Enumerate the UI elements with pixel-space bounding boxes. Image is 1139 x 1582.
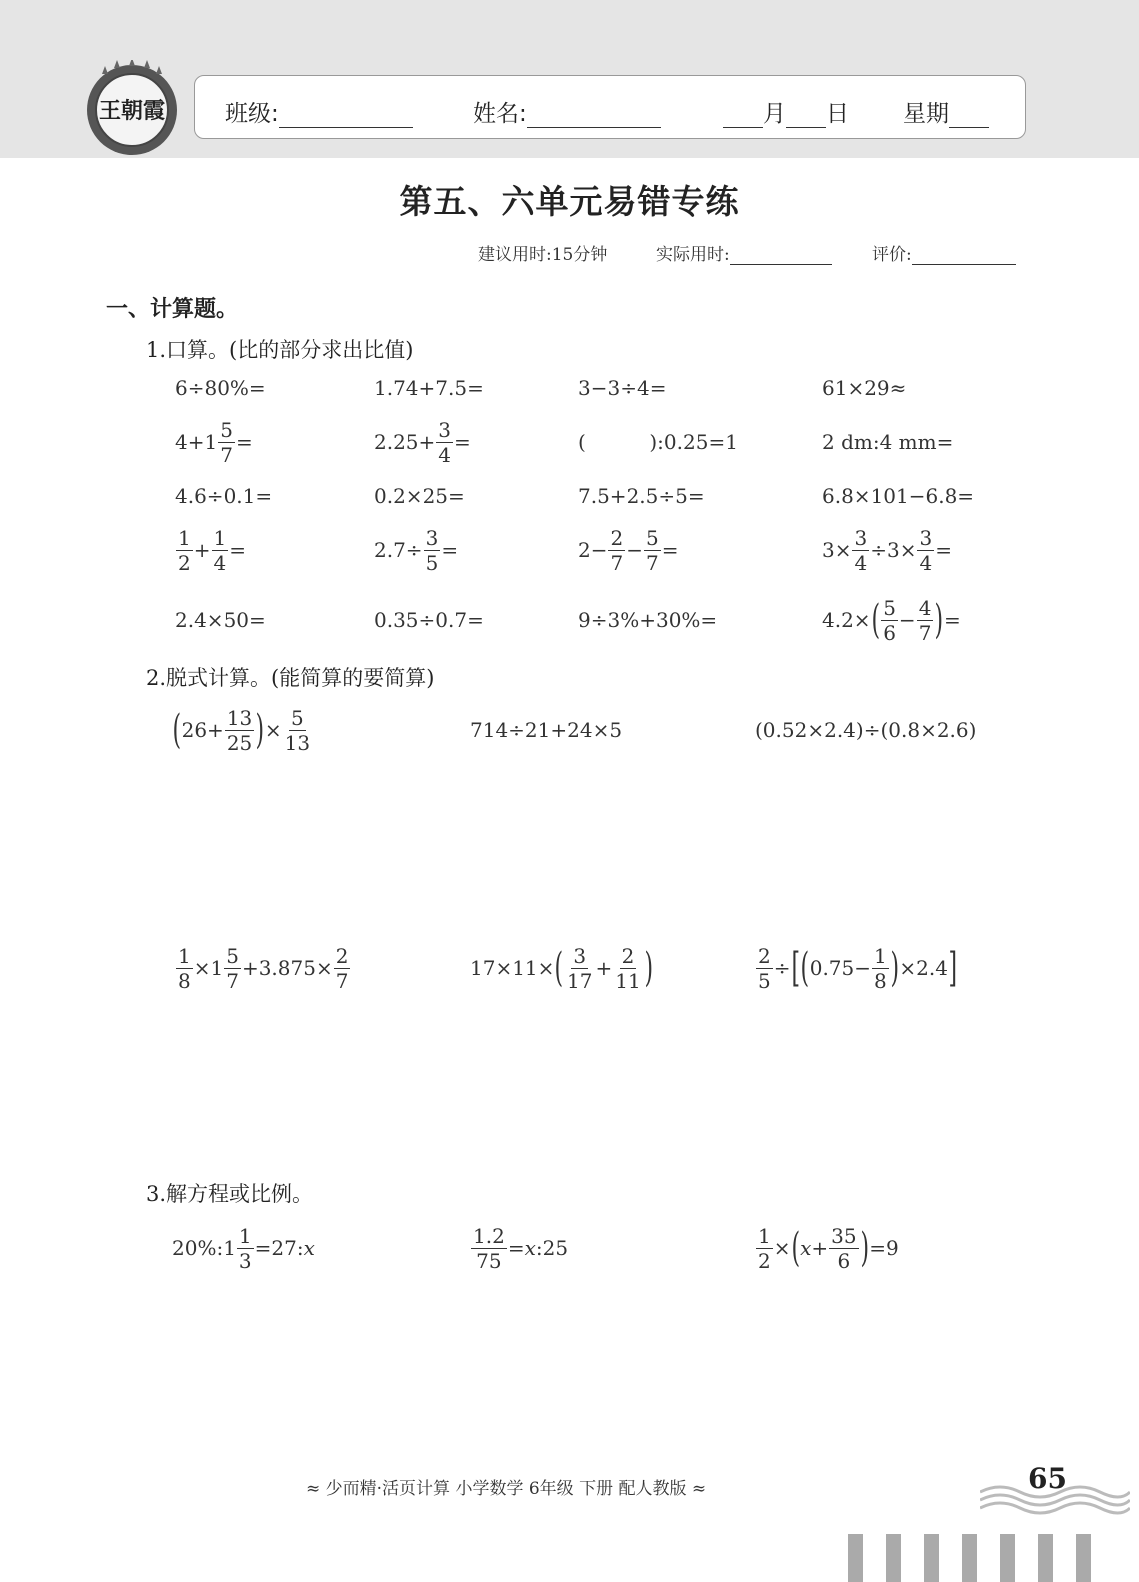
q1-item: 0.2×25= [374, 484, 465, 508]
q2-item: 714÷21+24×5 [470, 718, 623, 742]
q1-item: ( ):0.25=1 [578, 430, 738, 454]
q1-item: 4.2× ( 5 6 − $\frac{4}{7}$ ) = [822, 595, 961, 645]
fraction: $\frac{35}{6}$ [831, 1223, 857, 1273]
fraction: $\frac{2}{7}$ [610, 525, 624, 575]
q1-item: 2.4×50= [175, 608, 266, 632]
q1-item: 2− $\frac{2}{7}$ − $\frac{5}{7}$ = [578, 525, 679, 575]
q1-item: 1.74+7.5= [374, 376, 484, 400]
q1-item: 9÷3%+30%= [578, 608, 718, 632]
q1-item: 4.6÷0.1= [175, 484, 273, 508]
left-paren: ( [554, 945, 564, 991]
q1-item: 2 dm:4 mm= [822, 430, 954, 454]
q3-item: $\frac{1.2}{75}$ = x :25 [473, 1223, 569, 1273]
edge-bar [1000, 1534, 1015, 1582]
right-paren: ) [934, 597, 944, 643]
fraction: $\frac{1.2}{75}$ [473, 1223, 505, 1273]
right-paren: ) [255, 707, 265, 753]
day-label: 日 [826, 101, 849, 127]
q3-item: $\frac{1}{2}$ × ( x + $\frac{35}{6}$ ) =9 [758, 1223, 899, 1273]
day-field[interactable] [786, 105, 826, 128]
fraction: $\frac{1}{8}$ [178, 943, 191, 993]
q1-item: 3−3÷4= [578, 376, 667, 400]
q2-title: 2.脱式计算。(能简算的要简算) [146, 666, 435, 690]
month-field[interactable] [723, 105, 763, 128]
student-info-box [194, 75, 1026, 139]
fraction: $\frac{2}{11}$ [615, 943, 641, 993]
fraction: $\frac{3}{5}$ [425, 525, 439, 575]
left-bracket: [ [791, 945, 800, 991]
q1-item: 7.5+2.5÷5= [578, 484, 705, 508]
publisher-logo [84, 60, 180, 156]
fraction: $\frac{5}{7}$ [645, 525, 659, 575]
footer-text: ≈ 少而精·活页计算 小学数学 6年级 下册 配人教版 ≈ [306, 1479, 707, 1499]
q3-item: 20%:1 $\frac{1}{3}$ =27: x [172, 1223, 315, 1273]
fraction: $\frac{3}{4}$ [919, 525, 933, 575]
name-field[interactable] [527, 105, 661, 128]
q1-item: 61×29≈ [822, 376, 907, 400]
fraction: $\frac{3}{4}$ [438, 417, 452, 467]
q2-item: ( 26+ $\frac{13}{25}$ ) × $\frac{5}{13}$ [172, 705, 311, 755]
q2-item: $\frac{2}{5}$ ÷ [ ( 0.75− $\frac{1}{8}$ ) ×2.4 ] [758, 943, 958, 993]
fraction: $\frac{13}{25}$ [226, 705, 253, 755]
fraction: $\frac{1}{4}$ [213, 525, 227, 575]
fraction: $\frac{5}{7}$ [220, 417, 233, 467]
right-bracket: ] [948, 945, 958, 991]
fraction: $\frac{2}{7}$ [335, 943, 349, 993]
fraction: $\frac{1}{2}$ [758, 1223, 771, 1273]
q1-item: 2.7÷ $\frac{3}{5}$ = [374, 525, 459, 575]
class-field[interactable] [279, 105, 413, 128]
fraction: 1 2 [178, 525, 191, 575]
evaluation-field[interactable] [912, 246, 1016, 265]
edge-bar [848, 1534, 863, 1582]
month-label: 月 [763, 101, 786, 127]
weekday-label: 星期 [903, 101, 949, 127]
evaluation-label: 评价: [872, 245, 912, 265]
q1-item: 3× $\frac{3}{4}$ ÷3× $\frac{3}{4}$ = [822, 525, 952, 575]
weekday-field[interactable] [949, 105, 989, 128]
edge-bar [924, 1534, 939, 1582]
q1-item: 6÷80%= [175, 376, 266, 400]
fraction: 5 7 [226, 943, 239, 993]
right-paren: ) [860, 1225, 869, 1271]
q1-title: 1.口算。(比的部分求出比值) [146, 338, 414, 362]
q1-item: 2.25+ $\frac{3}{4}$ = [374, 417, 471, 467]
q1-item: 4+1 $\frac{5}{7}$ = [175, 417, 253, 467]
class-label: 班级: [225, 101, 279, 127]
fraction: $\frac{2}{5}$ [758, 943, 771, 993]
fraction: 3 17 [567, 943, 593, 993]
left-paren: ( [871, 597, 880, 643]
left-paren: ( [172, 707, 182, 753]
edge-bar [1076, 1534, 1091, 1582]
fraction: $\frac{3}{4}$ [854, 525, 868, 575]
suggested-time: 建议用时:15分钟 [478, 245, 608, 265]
logo-text: 王朝霞 [98, 99, 166, 124]
fraction: $\frac{4}{7}$ [918, 595, 932, 645]
q1-item: 0.35÷0.7= [374, 608, 484, 632]
q1-item: 6.8×101−6.8= [822, 484, 975, 508]
right-paren: ) [890, 945, 899, 991]
fraction: $\frac{1}{3}$ [238, 1223, 252, 1273]
q2-item: 17×11× ( 3 17 + $\frac{2}{11}$ ) [470, 943, 653, 993]
q2-item: $\frac{1}{8}$ ×1 5 7 +3.875× $\frac{2}{7}$ [178, 943, 349, 993]
fraction: $\frac{1}{8}$ [874, 943, 887, 993]
edge-bar [886, 1534, 901, 1582]
q2-item: (0.52×2.4)÷(0.8×2.6) [755, 718, 977, 742]
page-number: 65 [1028, 1462, 1067, 1495]
q3-title: 3.解方程或比例。 [146, 1182, 314, 1206]
left-paren: ( [791, 1225, 800, 1271]
right-paren: ) [644, 945, 653, 991]
actual-time-field[interactable] [730, 246, 832, 265]
edge-bar [962, 1534, 977, 1582]
fraction: 5 6 [883, 595, 896, 645]
page-title: 第五、六单元易错专练 [399, 182, 740, 221]
q1-item: 1 2 + $\frac{1}{4}$ = [178, 525, 246, 575]
name-label: 姓名: [473, 101, 527, 127]
left-paren: ( [800, 945, 810, 991]
fraction: $\frac{5}{13}$ [284, 705, 311, 755]
actual-time-label: 实际用时: [656, 245, 730, 265]
edge-bar [1038, 1534, 1053, 1582]
section-calculation-title: 一、计算题。 [106, 297, 239, 322]
